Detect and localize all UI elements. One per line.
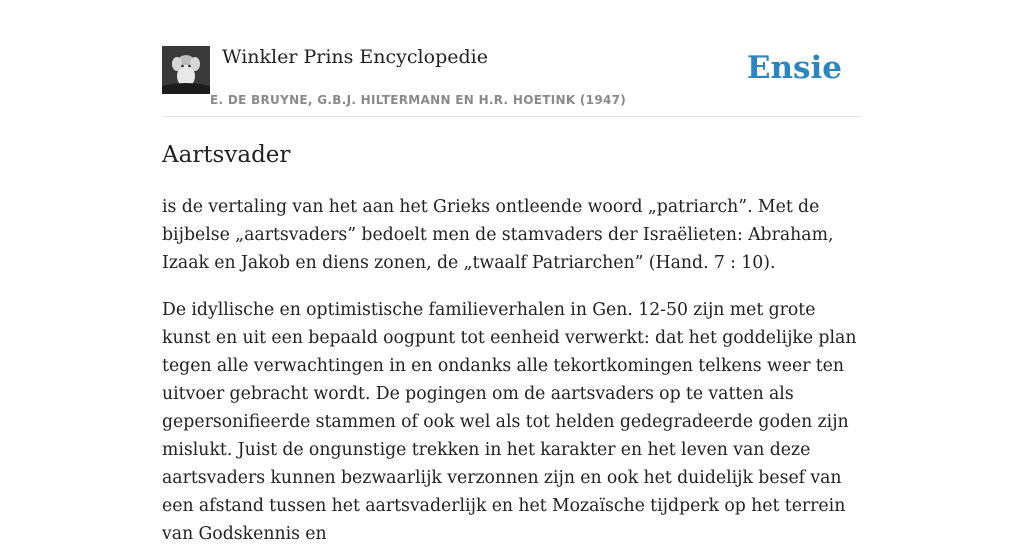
article: [162, 138, 862, 548]
article-paragraph: De idyllische en optimistische familieverhalen in Gen. 12-50 zijn met grote kunst en uit een bepaald oogpunt tot eenheid verwerkt: dat het goddelijke plan tegen alle verwachtingen in en ondanks alle tekortkomingen telkens weer ten uitvoer gebracht wordt. De pogingen om de aartsvaders op te vatten als gepersonifieerde stammen of ook wel als tot helden gedegradeerde goden zijn mislukt. Juist de ongunstige trekken in het karakter en het leven van deze aartsvaders kunnen bezwaarlijk verzonnen zijn en ook het duidelijk besef van een afstand tussen het aartsvaderlijk en het Mozaïsche tijdperk op het terrein van Godskennis en: [162, 300, 857, 544]
site-title[interactable]: Winkler Prins Encyclopedie: [222, 46, 488, 68]
brand-logo[interactable]: Ensie: [746, 50, 842, 86]
article-paragraph: is de vertaling van het aan het Grieks ontleende woord „patriarch”. Met de bijbelse „aartsvaders” bedoelt men de stamvaders der Israëlieten: Abraham, Izaak en Jakob en diens zonen, de „twaalf Patriarchen” (Hand. 7 : 10).: [162, 197, 834, 273]
portrait-avatar-icon: [162, 46, 210, 94]
article-title: Aartsvader: [162, 142, 291, 168]
authors-credit: E. DE BRUYNE, G.B.J. HILTERMANN EN H.R. HOETINK (1947): [210, 93, 627, 107]
site-header: [162, 46, 862, 117]
